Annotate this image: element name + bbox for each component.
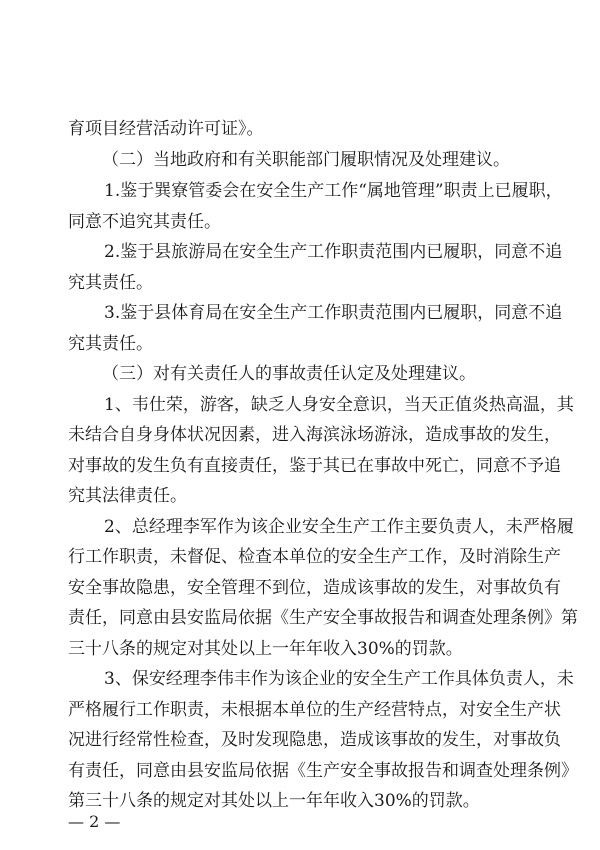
text-line: 3.鉴于县体育局在安全生产工作职责范围内已履职，同意不追 bbox=[104, 303, 563, 323]
text-line: 责任，同意由县安监局依据《生产安全事故报告和调查处理条例》第 bbox=[68, 608, 578, 628]
text-line: 同意不追究其责任。 bbox=[68, 212, 221, 232]
text-line: 究其责任。 bbox=[68, 273, 153, 293]
text-line: 2.鉴于县旅游局在安全生产工作职责范围内已履职，同意不追 bbox=[104, 242, 563, 262]
text-line: 严格履行工作职责，未根据本单位的生产经营特点，对安全生产状 bbox=[68, 700, 561, 720]
text-line: 安全事故隐患，安全管理不到位，造成该事故的发生，对事故负有 bbox=[68, 578, 561, 598]
text-line: 1、韦仕荣，游客，缺乏人身安全意识，当天正值炎热高温，其 bbox=[104, 395, 574, 415]
text-line: 有责任，同意由县安监局依据《生产安全事故报告和调查处理条例》 bbox=[68, 761, 578, 781]
text-line: 究其责任。 bbox=[68, 334, 153, 354]
text-line: 1.鉴于巽寮管委会在安全生产工作“属地管理”职责上已履职， bbox=[104, 181, 563, 201]
section-heading: （三）对有关责任人的事故责任认定及处理建议。 bbox=[102, 364, 476, 384]
text-line: 究其法律责任。 bbox=[68, 486, 187, 506]
text-line: 第三十八条的规定对其处以上一年年收入30%的罚款。 bbox=[68, 791, 480, 811]
section-heading: （二）当地政府和有关职能部门履职情况及处理建议。 bbox=[102, 150, 510, 170]
text-line: 三十八条的规定对其处以上一年年收入30%的罚款。 bbox=[68, 639, 463, 659]
text-line: 况进行经常性检查，及时发现隐患，造成该事故的发生，对事故负 bbox=[68, 730, 561, 750]
text-line: 未结合自身身体状况因素，进入海滨泳场游泳，造成事故的发生， bbox=[68, 425, 561, 445]
page-number: — 2 — bbox=[68, 812, 121, 831]
text-line: 2、总经理李军作为该企业安全生产工作主要负责人，未严格履 bbox=[104, 517, 574, 537]
text-line: 育项目经营活动许可证》。 bbox=[68, 119, 264, 139]
text-line: 行工作职责，未督促、检查本单位的安全生产工作，及时消除生产 bbox=[68, 547, 561, 567]
text-line: 3、保安经理李伟丰作为该企业的安全生产工作具体负责人，未 bbox=[104, 669, 574, 689]
text-line: 对事故的发生负有直接责任，鉴于其已在事故中死亡，同意不予追 bbox=[68, 456, 561, 476]
